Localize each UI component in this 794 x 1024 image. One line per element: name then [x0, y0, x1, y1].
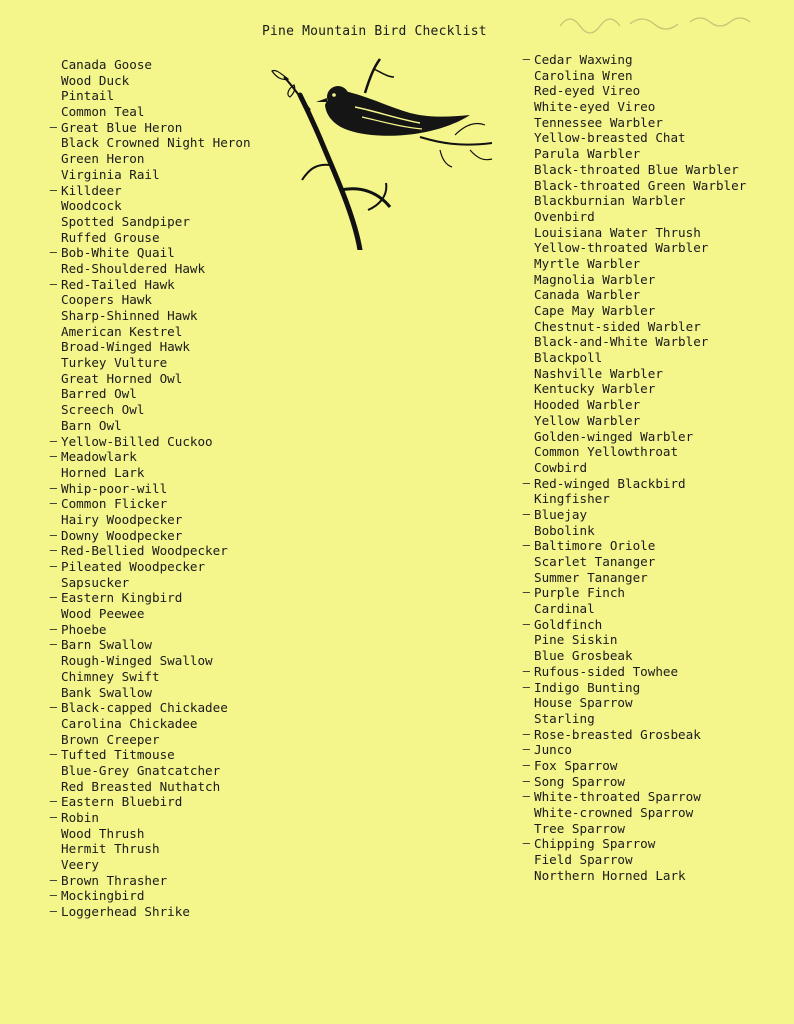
checklist-item: [49, 700, 291, 716]
checklist-item: [534, 397, 774, 413]
checklist-item: [522, 475, 774, 492]
bird-name: Bob-White Quail: [61, 245, 175, 261]
bird-name: Mockingbird: [61, 888, 145, 904]
checklist-item: [534, 350, 774, 366]
checklist-item: [534, 240, 774, 256]
bird-name: Sapsucker: [61, 574, 130, 590]
bird-name: Veery: [61, 857, 99, 873]
bird-name: Junco: [534, 742, 572, 758]
check-mark-icon: —: [49, 496, 57, 511]
checklist-item: [61, 261, 291, 277]
bird-name: Black-capped Chickadee: [61, 700, 228, 716]
bird-name: Wood Peewee: [61, 606, 145, 622]
checklist-item: [534, 695, 774, 711]
checklist-item: [49, 559, 291, 575]
checklist-item: [61, 57, 291, 73]
checklist-item: [61, 606, 291, 622]
bird-name: Blackburnian Warbler: [534, 193, 686, 209]
bird-name: Fox Sparrow: [534, 757, 618, 773]
bird-name: Hooded Warbler: [534, 397, 641, 413]
checklist-item: [534, 554, 774, 570]
bird-name: Whip-poor-will: [61, 480, 168, 496]
bird-name: Magnolia Warbler: [534, 271, 656, 287]
bird-name: White-crowned Sparrow: [534, 805, 694, 820]
check-mark-icon: —: [49, 637, 57, 652]
bird-name: Ovenbird: [534, 208, 595, 224]
bird-name: Virginia Rail: [61, 166, 160, 182]
checklist-item: [49, 182, 291, 199]
checklist-item: [534, 821, 774, 837]
bird-name: Red-Tailed Hawk: [61, 276, 175, 292]
bird-name: Starling: [534, 710, 595, 726]
checklist-item: [61, 308, 291, 324]
checklist-item: [49, 904, 291, 920]
bird-name: Eastern Kingbird: [61, 590, 183, 606]
checklist-item: [61, 167, 291, 183]
bird-name: Common Teal: [61, 104, 145, 120]
bird-name: Robin: [61, 810, 99, 825]
bird-name: Broad-Winged Hawk: [61, 339, 190, 355]
checklist-item: [534, 225, 774, 241]
bird-name: Woodcock: [61, 198, 122, 214]
checklist-item: [49, 527, 291, 544]
bird-name: Common Flicker: [61, 496, 168, 512]
bird-name: Cape May Warbler: [534, 303, 656, 318]
bird-name: Screech Owl: [61, 402, 145, 418]
check-mark-icon: —: [522, 663, 530, 678]
bird-name: Barred Owl: [61, 386, 137, 402]
bird-name: Red-eyed Vireo: [534, 83, 641, 99]
checklist-item: [61, 88, 291, 104]
checklist-item: [61, 841, 291, 857]
checklist-item: [49, 888, 291, 904]
bird-name: Loggerhead Shrike: [61, 904, 190, 920]
bird-name: Sharp-Shinned Hawk: [61, 308, 198, 323]
checklist-item: [534, 491, 774, 507]
checklist-item: [534, 381, 774, 397]
checklist-item: [534, 83, 774, 99]
checklist-item: [61, 685, 291, 701]
checklist-item: [49, 794, 291, 810]
checklist-item: [522, 773, 774, 790]
checklist-item: [61, 716, 291, 732]
bird-name: Black-throated Green Warbler: [534, 177, 747, 193]
checklist-item: [49, 245, 291, 261]
checklist-item: [49, 276, 291, 293]
checklist-item: [534, 601, 774, 617]
checklist-item: [49, 480, 291, 497]
bird-name: Black Crowned Night Heron: [61, 135, 251, 151]
checklist-item: [534, 570, 774, 586]
check-mark-icon: —: [522, 585, 530, 600]
check-mark-icon: —: [49, 543, 57, 558]
bird-name: Barn Swallow: [61, 637, 152, 653]
checklist-item: [61, 779, 291, 795]
bird-name: Eastern Bluebird: [61, 794, 183, 810]
checklist-item: [534, 162, 774, 178]
bird-name: Turkey Vulture: [61, 355, 168, 371]
bird-name: Kentucky Warbler: [534, 381, 656, 397]
bird-name: Golden-winged Warbler: [534, 428, 694, 444]
checklist-item: [534, 209, 774, 225]
checklist-item: [522, 506, 774, 523]
bird-name: Pileated Woodpecker: [61, 559, 206, 574]
checklist-item: [534, 68, 774, 84]
bird-name: Field Sparrow: [534, 852, 633, 868]
bird-name: Blackpoll: [534, 350, 603, 366]
bird-name: Indigo Bunting: [534, 679, 641, 695]
checklist-item: [49, 747, 291, 763]
checklist-item: [522, 726, 774, 743]
check-mark-icon: —: [522, 789, 530, 804]
checklist-item: [522, 789, 774, 805]
checklist-item: [61, 198, 291, 214]
checklist-item: [522, 757, 774, 774]
bird-name: Wood Thrush: [61, 825, 145, 841]
checklist-item: [49, 872, 291, 889]
left-checklist: [49, 57, 291, 920]
bird-name: White-throated Sparrow: [534, 789, 701, 805]
bird-name: Parula Warbler: [534, 146, 641, 162]
bird-name: Scarlet Tananger: [534, 554, 656, 569]
bird-name: Carolina Chickadee: [61, 715, 198, 731]
check-mark-icon: —: [49, 810, 57, 824]
bird-name: Northern Horned Lark: [534, 867, 686, 883]
checklist-item: [522, 585, 774, 601]
checklist-item: [534, 413, 774, 429]
checklist-item: [61, 763, 291, 779]
bird-name: Tree Sparrow: [534, 820, 625, 836]
check-mark-icon: —: [49, 888, 57, 903]
checklist-item: [522, 679, 774, 696]
checklist-item: [534, 319, 774, 335]
checklist-item: [534, 429, 774, 445]
check-mark-icon: —: [522, 836, 530, 851]
bird-name: Kingfisher: [534, 491, 610, 507]
bird-name: Hairy Woodpecker: [61, 511, 183, 527]
bird-name: Ruffed Grouse: [61, 229, 160, 245]
checklist-item: [534, 632, 774, 648]
page-title: Pine Mountain Bird Checklist: [262, 24, 487, 39]
bird-name: Blue-Grey Gnatcatcher: [61, 762, 221, 778]
checklist-item: [61, 575, 291, 591]
check-mark-icon: —: [49, 747, 57, 762]
check-mark-icon: —: [49, 182, 57, 197]
checklist-item: [61, 826, 291, 842]
bird-name: Bank Swallow: [61, 684, 152, 700]
bird-name: Cowbird: [534, 459, 588, 475]
bird-name: Coopers Hawk: [61, 292, 152, 308]
checklist-item: [534, 146, 774, 162]
bird-name: Brown Thrasher: [61, 872, 168, 888]
checklist-item: [534, 460, 774, 476]
bird-name: Song Sparrow: [534, 773, 625, 789]
checklist-item: [534, 334, 774, 350]
checklist-item: [534, 444, 774, 460]
checklist-item: [61, 465, 291, 481]
bird-name: Bobolink: [534, 522, 595, 538]
check-mark-icon: —: [522, 538, 530, 553]
bird-name: Black-and-White Warbler: [534, 334, 709, 350]
bird-name: Cardinal: [534, 601, 595, 617]
checklist-item: [534, 805, 774, 821]
checklist-item: [61, 339, 291, 355]
bird-name: Black-throated Blue Warbler: [534, 161, 739, 177]
checklist-item: [534, 648, 774, 664]
checklist-item: [534, 256, 774, 272]
check-mark-icon: —: [522, 616, 530, 631]
checklist-item: [534, 272, 774, 288]
bird-name: Barn Owl: [61, 417, 122, 433]
checklist-item: [61, 135, 291, 151]
check-mark-icon: —: [49, 245, 57, 260]
bird-name: Yellow-breasted Chat: [534, 130, 686, 146]
check-mark-icon: —: [49, 559, 57, 573]
bird-name: Brown Creeper: [61, 731, 160, 747]
checklist-item: [61, 857, 291, 873]
faint-handwriting-icon: [550, 6, 770, 36]
checklist-item: [534, 523, 774, 539]
bird-name: Chestnut-sided Warbler: [534, 318, 701, 334]
bird-name: Spotted Sandpiper: [61, 213, 190, 229]
bird-name: Bluejay: [534, 506, 588, 522]
checklist-item: [522, 836, 774, 852]
check-mark-icon: —: [49, 700, 57, 715]
check-mark-icon: —: [49, 449, 57, 464]
checklist-item: [49, 810, 291, 826]
bird-name: Myrtle Warbler: [534, 255, 641, 271]
checklist-item: [61, 418, 291, 434]
checklist-item: [534, 287, 774, 303]
checklist-item: [49, 543, 291, 559]
checklist-item: [61, 151, 291, 167]
bird-name: Canada Goose: [61, 57, 152, 72]
checklist-item: [49, 496, 291, 512]
bird-name: White-eyed Vireo: [534, 99, 656, 115]
checklist-item: [522, 742, 774, 758]
bird-name: Rufous-sided Towhee: [534, 663, 679, 679]
bird-name: House Sparrow: [534, 695, 633, 711]
checklist-item: [522, 538, 774, 554]
bird-name: Carolina Wren: [534, 67, 633, 83]
bird-name: Yellow-Billed Cuckoo: [61, 433, 213, 449]
check-mark-icon: —: [522, 726, 530, 741]
checklist-item: [49, 637, 291, 653]
checklist-item: [49, 621, 291, 638]
check-mark-icon: —: [49, 794, 57, 809]
bird-name: Downy Woodpecker: [61, 527, 183, 543]
checklist-item: [522, 52, 774, 68]
bird-name: Rose-breasted Grosbeak: [534, 726, 701, 742]
bird-name: Common Yellowthroat: [534, 444, 679, 460]
bird-name: Baltimore Oriole: [534, 538, 656, 554]
bird-name: Yellow Warbler: [534, 412, 641, 428]
checklist-item: [534, 99, 774, 115]
checklist-item: [61, 386, 291, 402]
checklist-item: [61, 104, 291, 120]
checklist-item: [61, 371, 291, 387]
bird-name: Hermit Thrush: [61, 841, 160, 857]
check-mark-icon: —: [522, 757, 530, 772]
bird-name: Red-Shouldered Hawk: [61, 260, 206, 276]
checklist-item: [522, 663, 774, 680]
bird-name: Tufted Titmouse: [61, 747, 175, 763]
check-mark-icon: —: [522, 475, 530, 490]
checklist-item: [534, 130, 774, 146]
checklist-item: [534, 303, 774, 319]
check-mark-icon: —: [522, 52, 530, 66]
bird-name: Killdeer: [61, 182, 122, 198]
bird-name: Phoebe: [61, 621, 107, 637]
checklist-item: [534, 852, 774, 868]
bird-name: Great Horned Owl: [61, 370, 183, 386]
check-mark-icon: —: [49, 527, 57, 542]
checklist-item: [61, 653, 291, 669]
checklist-item: [61, 292, 291, 308]
checklist-item: [61, 732, 291, 748]
checklist-item: [61, 355, 291, 371]
bird-name: Louisiana Water Thrush: [534, 224, 701, 240]
checklist-item: [534, 868, 774, 884]
bird-name: Nashville Warbler: [534, 365, 663, 381]
bird-name: Wood Duck: [61, 72, 130, 88]
checklist-item: [49, 433, 291, 450]
bird-on-branch-icon: [270, 55, 500, 250]
bird-name: Great Blue Heron: [61, 119, 183, 135]
bird-name: Canada Warbler: [534, 287, 641, 303]
bird-name: Red-Bellied Woodpecker: [61, 543, 228, 559]
bird-name: Goldfinch: [534, 616, 603, 632]
bird-name: Pine Siskin: [534, 632, 618, 648]
checklist-item: [534, 711, 774, 727]
check-mark-icon: —: [49, 621, 57, 636]
bird-name: Meadowlark: [61, 449, 137, 465]
check-mark-icon: —: [522, 679, 530, 694]
bird-name: Red-winged Blackbird: [534, 475, 686, 491]
right-checklist: [522, 52, 774, 883]
bird-name: Pintail: [61, 88, 115, 104]
check-mark-icon: —: [49, 480, 57, 495]
checklist-item: [49, 590, 291, 606]
check-mark-icon: —: [522, 773, 530, 788]
bird-name: Purple Finch: [534, 585, 625, 601]
checklist-item: [61, 512, 291, 528]
check-mark-icon: —: [49, 590, 57, 605]
bird-name: Chipping Sparrow: [534, 836, 656, 852]
checklist-item: [61, 73, 291, 89]
bird-name: Red Breasted Nuthatch: [61, 778, 221, 794]
bird-name: Horned Lark: [61, 464, 145, 480]
check-mark-icon: —: [49, 904, 57, 919]
bird-name: Tennessee Warbler: [534, 114, 663, 130]
bird-name: American Kestrel: [61, 323, 183, 339]
check-mark-icon: —: [49, 119, 57, 134]
checklist-item: [61, 230, 291, 246]
check-mark-icon: —: [49, 872, 57, 887]
bird-name: Blue Grosbeak: [534, 648, 633, 664]
bird-name: Summer Tananger: [534, 569, 648, 585]
check-mark-icon: —: [49, 433, 57, 448]
checklist-item: [534, 178, 774, 194]
checklist-item: [522, 616, 774, 633]
check-mark-icon: —: [49, 276, 57, 291]
checklist-item: [61, 402, 291, 418]
bird-name: Chimney Swift: [61, 668, 160, 684]
bird-name: Rough-Winged Swallow: [61, 653, 213, 669]
check-mark-icon: —: [522, 506, 530, 521]
bird-name: Yellow-throated Warbler: [534, 240, 709, 256]
bird-name: Green Heron: [61, 151, 145, 167]
checklist-item: [61, 324, 291, 340]
checklist-item: [534, 115, 774, 131]
bird-name: Cedar Waxwing: [534, 52, 633, 67]
check-mark-icon: —: [522, 742, 530, 757]
checklist-item: [61, 214, 291, 230]
checklist-item: [61, 669, 291, 685]
checklist-item: [49, 449, 291, 465]
checklist-item: [534, 193, 774, 209]
checklist-item: [49, 119, 291, 136]
checklist-item: [534, 366, 774, 382]
